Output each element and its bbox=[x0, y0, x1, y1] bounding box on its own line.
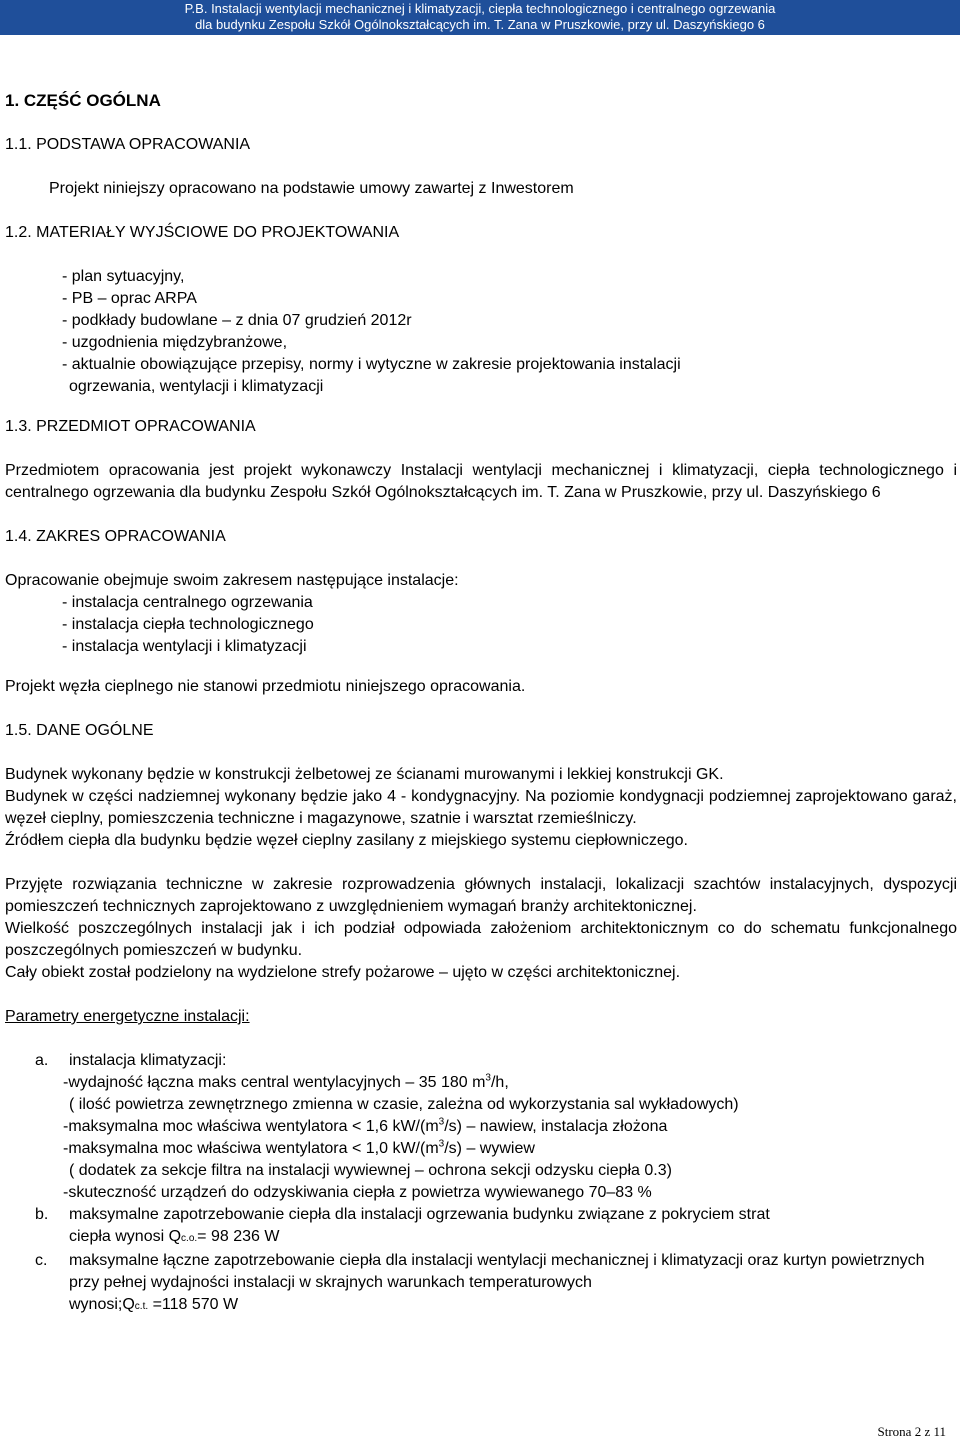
param-a-line: -maksymalna moc właściwa wentylatora < 1,6 $kW/(m^3/s)$ – nawiew, instalacja złożona bbox=[63, 1116, 668, 1135]
list-item: - aktualnie obowiązujące przepisy, normy i wytyczne w zakresie projektowania instalacji bbox=[62, 356, 681, 373]
list-item: - uzgodnienia międzybranżowe, bbox=[62, 334, 288, 351]
scope-note: Projekt węzła cieplnego nie stanowi przedmiotu niniejszego opracowania. bbox=[5, 678, 526, 695]
section-1-1-title: 1.1. PODSTAWA OPRACOWANIA bbox=[5, 136, 251, 153]
param-item-b bbox=[5, 1204, 957, 1226]
param-a-line: ( dodatek za sekcje filtra na instalacji wywiewnej – ochrona sekcji odzysku ciepła 0.3) bbox=[69, 1162, 672, 1179]
param-a-line: -skuteczność urządzeń do odzyskiwania ciepła z powietrza wywiewanego 70–83 % bbox=[63, 1184, 652, 1201]
list-item: - instalacja centralnego ogrzewania bbox=[62, 594, 313, 611]
param-c-value: wynosi;Qc.t. =118 570 W bbox=[69, 1296, 239, 1313]
param-a-line: -wydajność łączna maks central wentylacyjnych – 35 180 $m^3/h$, bbox=[63, 1072, 509, 1091]
list-item: - plan sytuacyjny, bbox=[62, 268, 185, 285]
page-number: Strona 2 z 11 bbox=[877, 1424, 946, 1439]
section-1-3-text: Przedmiotem opracowania jest projekt wykonawczy Instalacji wentylacji mechanicznej i klimatyzacji, ciepła technologicznego i centralnego ogrzewania dla budynku Zespołu Szkół Ogólnokształcących im. T. Zana w Pruszkowie, przy ul. Daszyńskiego 6 bbox=[5, 462, 957, 501]
list-item: - instalacja ciepła technologicznego bbox=[62, 616, 314, 633]
section-1-2-title: 1.2. MATERIAŁY WYJŚCIOWE DO PROJEKTOWANIA bbox=[5, 224, 400, 241]
list-marker: b. bbox=[35, 1206, 49, 1223]
param-item-c bbox=[5, 1250, 957, 1294]
param-b-value: ciepła wynosi Qc.o.= 98 236 W bbox=[69, 1228, 280, 1245]
param-a-line: ( ilość powietrza zewnętrznego zmienna w czasie, zależna od wykorzystania sal wykładowych) bbox=[69, 1096, 739, 1113]
general-paragraph: Przyjęte rozwiązania techniczne w zakresie rozprowadzenia głównych instalacji, lokalizacji szachtów instalacyjnych, dyspozycji pomieszczeń technicznych zaprojektowano z uwzględnieniem wymagań branży architektonicznej. bbox=[5, 876, 957, 915]
document-body bbox=[5, 90, 957, 1318]
list-item: - instalacja wentylacji i klimatyzacji bbox=[62, 638, 307, 655]
param-a-line: -maksymalna moc właściwa wentylatora < 1,0 $kW/(m^3/s)$ – wywiew bbox=[63, 1138, 535, 1157]
scope-intro: Opracowanie obejmuje swoim zakresem następujące instalacje: bbox=[5, 572, 459, 589]
list-marker: c. bbox=[35, 1252, 48, 1269]
param-b-text: maksymalne zapotrzebowanie ciepła dla instalacji ogrzewania budynku związane z pokryciem strat bbox=[69, 1206, 770, 1223]
list-marker: a. bbox=[35, 1052, 49, 1069]
param-c-text: maksymalne łączne zapotrzebowanie ciepła dla instalacji wentylacji mechanicznej i klimatyzacji oraz kurtyn powietrznych przy pełnej wydajności instalacji w skrajnych warunkach temperaturowych bbox=[69, 1252, 925, 1291]
param-item-a bbox=[5, 1050, 957, 1072]
list-item: - PB – oprac ARPA bbox=[62, 290, 197, 307]
general-paragraph: Wielkość poszczególnych instalacji jak i ich podział odpowiada założeniom architektonicznym co do schematu funkcjonalnego poszczególnych pomieszczeń w budynku. bbox=[5, 920, 957, 959]
section-1-4-title: 1.4. ZAKRES OPRACOWANIA bbox=[5, 528, 226, 545]
page-header bbox=[0, 0, 960, 35]
energy-params-list bbox=[5, 1050, 957, 1318]
energy-params-title: Parametry energetyczne instalacji: bbox=[5, 1008, 250, 1025]
list-item: - podkłady budowlane – z dnia 07 grudzień 2012r bbox=[62, 312, 412, 329]
section-1-5-title: 1.5. DANE OGÓLNE bbox=[5, 722, 154, 739]
general-paragraph: Budynek wykonany będzie w konstrukcji żelbetowej ze ścianami murowanymi i lekkiej konstrukcji GK. bbox=[5, 766, 724, 783]
general-paragraph: Cały obiekt został podzielony na wydzielone strefy pożarowe – ujęto w części architektonicznej. bbox=[5, 964, 681, 981]
scope-list bbox=[5, 592, 957, 658]
header-line-1: P.B. Instalacji wentylacji mechanicznej i klimatyzacji, ciepła technologicznego i centralnego ogrzewania bbox=[184, 1, 776, 16]
list-item-continuation: ogrzewania, wentylacji i klimatyzacji bbox=[69, 378, 324, 395]
header-line-2: dla budynku Zespołu Szkół Ogólnokształcących im. T. Zana w Pruszkowie, przy ul. Daszyńskiego 6 bbox=[195, 17, 765, 32]
section-1-title: 1. CZĘŚĆ OGÓLNA bbox=[5, 91, 161, 110]
section-1-3-title: 1.3. PRZEDMIOT OPRACOWANIA bbox=[5, 418, 256, 435]
section-1-1-text: Projekt niniejszy opracowano na podstawie umowy zawartej z Inwestorem bbox=[49, 180, 574, 197]
general-paragraph: Źródłem ciepła dla budynku będzie węzeł cieplny zasilany z miejskiego systemu ciepłowniczego. bbox=[5, 832, 688, 849]
param-a-title: instalacja klimatyzacji: bbox=[69, 1052, 227, 1069]
general-paragraph: Budynek w części nadziemnej wykonany będzie jako 4 - kondygnacyjny. Na poziomie kondygnacji podziemnej zaprojektowano garaż, węzeł cieplny, pomieszczenia techniczne i magazynowe, szatnie i warsztat rzemieślniczy. bbox=[5, 788, 957, 827]
materials-list bbox=[5, 266, 957, 398]
